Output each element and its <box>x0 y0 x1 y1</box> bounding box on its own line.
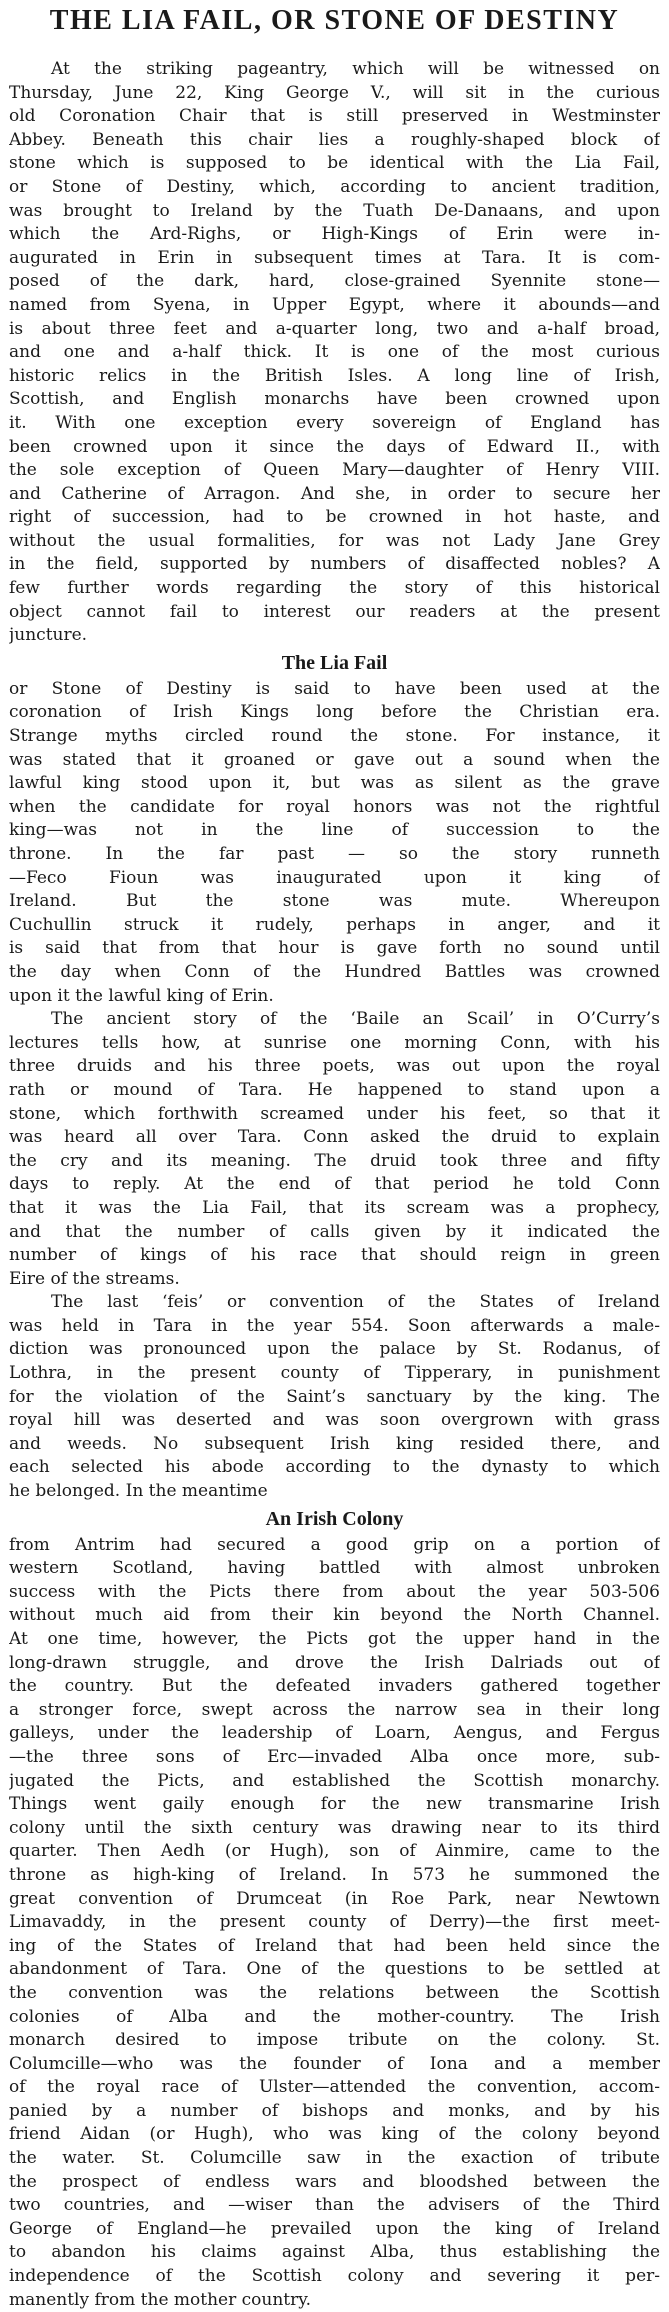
text-line: ing of the States of Ireland that had been held since the <box>9 1935 660 1956</box>
text-line: success with the Picts there from about the year 503-506 <box>9 1581 660 1602</box>
text-line: manently from the mother country. <box>9 2289 311 2310</box>
text-line: or Stone of Destiny is said to have been used at the <box>9 678 660 699</box>
text-line: when the candidate for royal honors was not the rightful <box>9 796 660 817</box>
text-line: and weeds. No subsequent Irish king resided there, and <box>9 1433 660 1454</box>
paragraph-baile-an-scail <box>9 1008 660 1291</box>
text-line: the day when Conn of the Hundred Battles was crowned <box>9 961 660 982</box>
paragraph-lia-fail <box>9 678 660 1008</box>
text-line: without the usual formalities, for was not Lady Jane Grey <box>9 530 660 551</box>
text-line: monarch desired to impose tribute on the colony. St. <box>9 2030 660 2051</box>
text-line: Lothra, in the present county of Tipperary, in punishment <box>9 1363 660 1384</box>
paragraph-last-feis <box>9 1291 660 1503</box>
text-line: to abandon his claims against Alba, thus establishing the <box>9 2242 660 2263</box>
text-line: royal hill was deserted and was soon overgrown with grass <box>9 1410 660 1431</box>
text-line: historic relics in the British Isles. A long line of Irish, <box>9 365 660 386</box>
text-line: it. With one exception every sovereign of England has <box>9 412 660 433</box>
text-line: independence of the Scottish colony and severing it per- <box>9 2266 660 2287</box>
text-line: few further words regarding the story of this historical <box>9 578 660 599</box>
text-line: diction was pronounced upon the palace by St. Rodanus, of <box>9 1339 660 1360</box>
text-line: he belonged. In the meantime <box>9 1481 268 1502</box>
text-line: western Scotland, having battled with almost unbroken <box>9 1558 660 1579</box>
text-line: stone, which forthwith screamed under his feet, so that it <box>9 1103 660 1124</box>
text-line: At the striking pageantry, which will be witnessed on <box>51 59 660 79</box>
text-line: augurated in Erin in subsequent times at Tara. It is com- <box>9 247 660 268</box>
text-line: Limavaddy, in the present county of Derry)—the first meet- <box>9 1912 660 1933</box>
text-line: three druids and his three poets, was out upon the royal <box>9 1056 660 1077</box>
text-line: posed of the dark, hard, close-grained Syennite stone— <box>9 271 660 292</box>
intro-paragraph <box>9 58 660 648</box>
text-line: Thursday, June 22, King George V., will sit in the curious <box>9 82 660 103</box>
text-line: —Feco Fioun was inaugurated upon it king of <box>9 867 660 888</box>
text-line: in the field, supported by numbers of disaffected nobles? A <box>9 554 660 575</box>
text-line: without much aid from their kin beyond the North Channel. <box>9 1605 660 1626</box>
text-line: colonies of Alba and the mother-country. The Irish <box>9 2006 660 2027</box>
text-line: and that the number of calls given by it indicated the <box>9 1221 660 1242</box>
text-line: —the three sons of Erc—invaded Alba once more, sub- <box>9 1746 660 1767</box>
text-line: was heard all over Tara. Conn asked the druid to explain <box>9 1127 660 1148</box>
text-line: which the Ard-Righs, or High-Kings of Erin were in- <box>9 224 660 245</box>
text-line: coronation of Irish Kings long before the Christian era. <box>9 702 660 723</box>
text-line: old Coronation Chair that is still preserved in Westminster <box>9 106 660 127</box>
text-line: Strange myths circled round the stone. For instance, it <box>9 726 660 747</box>
text-line: jugated the Picts, and established the Scottish monarchy. <box>9 1770 660 1791</box>
text-line: was brought to Ireland by the Tuath De-Danaans, and upon <box>9 200 660 221</box>
text-line: the prospect of endless wars and bloodshed between the <box>9 2171 660 2192</box>
text-line: and one and a-half thick. It is one of the most curious <box>9 342 660 363</box>
text-line: was held in Tara in the year 554. Soon afterwards a male- <box>9 1315 660 1336</box>
text-line: Ireland. But the stone was mute. Whereupon <box>9 891 660 912</box>
text-line: Things went gaily enough for the new transmarine Irish <box>9 1794 660 1815</box>
text-line: is about three feet and a-quarter long, two and a-half broad, <box>9 318 660 339</box>
text-line: Scottish, and English monarchs have been crowned upon <box>9 389 660 410</box>
text-line: George of England—he prevailed upon the king of Ireland <box>9 2218 660 2239</box>
text-line: right of succession, had to be crowned in hot haste, and <box>9 507 660 528</box>
text-line: of the royal race of Ulster—attended the convention, accom- <box>9 2077 660 2098</box>
text-line: quarter. Then Aedh (or Hugh), son of Ainmire, came to the <box>9 1841 660 1862</box>
text-line: and Catherine of Arragon. And she, in order to secure her <box>9 483 660 504</box>
text-line: the water. St. Columcille saw in the exaction of tribute <box>9 2148 660 2169</box>
article-title: THE LIA FAIL, OR STONE OF DESTINY <box>49 5 620 36</box>
text-line: Columcille—who was the founder of Iona and a member <box>9 2053 660 2074</box>
text-line: throne as high-king of Ireland. In 573 he summoned the <box>9 1864 660 1885</box>
text-line: The ancient story of the ‘Baile an Scail’ in O’Curry’s <box>51 1009 660 1030</box>
text-line: lectures tells how, at sunrise one morning Conn, with his <box>9 1032 660 1053</box>
text-line: stone which is supposed to be identical with the Lia Fail, <box>9 153 660 174</box>
text-line: lawful king stood upon it, but was as silent as the grave <box>9 773 660 794</box>
text-line: Eire of the streams. <box>9 1268 180 1289</box>
text-line: Abbey. Beneath this chair lies a roughly-shaped block of <box>9 129 660 150</box>
text-line: the cry and its meaning. The druid took three and fifty <box>9 1150 660 1171</box>
text-line: that it was the Lia Fail, that its scream was a prophecy, <box>9 1197 660 1218</box>
text-line: throne. In the far past — so the story runneth <box>9 844 660 864</box>
text-line: juncture. <box>9 625 88 646</box>
text-line: each selected his abode according to the dynasty to which <box>9 1457 660 1478</box>
text-line: or Stone of Destiny, which, according to ancient tradition, <box>9 176 660 197</box>
text-line: named from Syena, in Upper Egypt, where it abounds—and <box>9 294 660 315</box>
paragraph-irish-colony <box>9 1534 660 2312</box>
text-line: friend Aidan (or Hugh), who was king of the colony beyond <box>9 2124 660 2145</box>
text-line: upon it the lawful king of Erin. <box>9 985 274 1006</box>
subheading-irish-colony: An Irish Colony <box>265 1507 404 1530</box>
text-line: abandonment of Tara. One of the questions to be settled at <box>9 1959 660 1980</box>
text-line: Cuchullin struck it rudely, perhaps in anger, and it <box>9 914 660 935</box>
text-line: object cannot fail to interest our readers at the present <box>9 601 660 622</box>
text-line: from Antrim had secured a good grip on a portion of <box>9 1534 660 1555</box>
text-line: colony until the sixth century was drawing near to its third <box>9 1817 660 1838</box>
text-line: is said that from that hour is gave forth no sound until <box>9 938 660 959</box>
text-line: galleys, under the leadership of Loarn, Aengus, and Fergus <box>9 1723 660 1744</box>
text-line: king—was not in the line of succession to the <box>9 820 660 841</box>
text-line: the convention was the relations between the Scottish <box>9 1982 660 2003</box>
text-line: The last ‘feis’ or convention of the States of Ireland <box>51 1292 660 1313</box>
text-line: days to reply. At the end of that period he told Conn <box>9 1174 660 1195</box>
text-line: two countries, and —wiser than the advisers of the Third <box>9 2195 660 2216</box>
text-line: great convention of Drumceat (in Roe Park, near Newtown <box>9 1888 660 1909</box>
text-line: rath or mound of Tara. He happened to stand upon a <box>9 1079 660 1100</box>
text-line: been crowned upon it since the days of Edward II., with <box>9 436 660 457</box>
text-line: for the violation of the Saint’s sanctuary by the king. The <box>9 1386 660 1407</box>
text-line: the country. But the defeated invaders gathered together <box>9 1676 660 1697</box>
text-line: number of kings of his race that should reign in green <box>9 1245 660 1266</box>
text-line: At one time, however, the Picts got the upper hand in the <box>9 1629 660 1649</box>
subheading-lia-fail: The Lia Fail <box>281 651 388 674</box>
text-line: panied by a number of bishops and monks, and by his <box>9 2100 660 2121</box>
text-line: the sole exception of Queen Mary—daughter of Henry VIII. <box>9 460 660 481</box>
text-line: a stronger force, swept across the narrow sea in their long <box>9 1699 660 1720</box>
text-line: long-drawn struggle, and drove the Irish Dalriads out of <box>9 1652 660 1673</box>
text-line: was stated that it groaned or gave out a sound when the <box>9 749 660 770</box>
